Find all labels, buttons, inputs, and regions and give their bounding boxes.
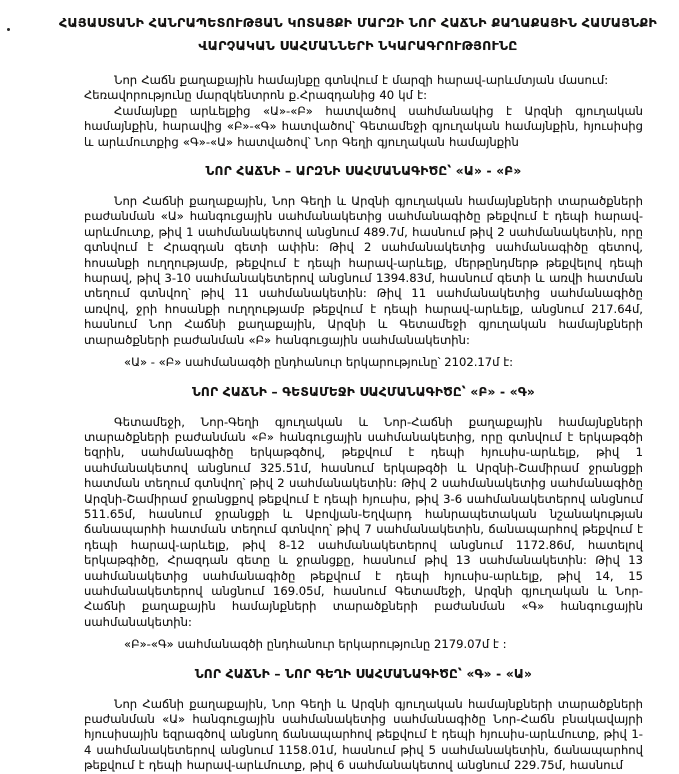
section-total-arzni: «Ա» - «Բ» սահմանագծի ընդհանուր երկարությունը՝ 2102.17մ է:	[124, 355, 514, 370]
section-body-nor-geghi: Նոր Հաճնի քաղաքային, Նոր Գեղի և Արզնի գյուղական համայնքների տարածքների բաժանման «Ա» հանգուցային սահմանակետից սահմանագիծը Նոր-Հաճն բնակավայրի հյուսիսային եզրագծով անցնող ճանապարհով թեքվում է դեպի հյուսիս-արևմուտք, թիվ 1-4 սահմանակետերով անցնում 1158.01մ, հասնում թիվ 5 սահմանակետին, ճանապարհով թեքվում է դեպի հարավ-արևմուտք, թիվ 6 սահմանակետով անցնում 229.75մ, հասնում	[84, 696, 643, 773]
intro-paragraph-neighbors: Համայնքը արևելքից «Ա»-«Բ» հատվածով սահմանակից է Արզնի գյուղական համայնքին, հարավից «Բ»-«Գ» հատվածով՝ Գետամեջի գյուղական համայնքին, հյուսիսից և արևմուտքից «Գ»-«Ա» հատվածով՝ Նոր Գեղի գյուղական համայնքին	[84, 103, 643, 149]
document-title-line-1: ՀԱՅԱՍՏԱՆԻ ՀԱՆՐԱՊԵՏՈՒԹՅԱՆ ԿՈՏԱՅՔԻ ՄԱՐԶԻ ՆՈՐ ՀԱՃՆԻ ՔԱՂԱՔԱՅԻՆ ՀԱՄԱՅՆՔԻ	[58, 15, 658, 30]
section-heading-arzni: ՆՈՐ ՀԱՃՆԻ – ԱՐԶՆԻ ՍԱՀՄԱՆԱԳԻԾԸ՝ «Ա» - «Բ»	[205, 164, 522, 179]
intro-sentence-location: Նոր Հաճն քաղաքային համայնքը գտնվում է մարզի հարավ-արևմտյան մասում:	[114, 73, 609, 87]
scan-artifact-dot	[7, 28, 10, 31]
section-total-getamej: «Բ»-«Գ» սահմանագծի ընդհանուր երկարությունը 2179.07մ է :	[124, 637, 507, 652]
intro-sentence-distance: Հեռավորությունը մարզկենտրոն ք.Հրազդանից 40 կմ է:	[84, 88, 428, 103]
document-title-line-2: ՎԱՐՉԱԿԱՆ ՍԱՀՄԱՆՆԵՐԻ ՆԿԱՐԱԳՐՈՒԹՅՈՒՆԸ	[198, 38, 518, 53]
section-heading-nor-geghi: ՆՈՐ ՀԱՃՆԻ – ՆՈՐ ԳԵՂԻ ՍԱՀՄԱՆԱԳԻԾԸ՝ «Գ» - «Ա»	[194, 666, 533, 681]
document-title	[38, 11, 678, 57]
section-heading-getamej: ՆՈՐ ՀԱՃՆԻ – ԳԵՏԱՄԵՋԻ ՍԱՀՄԱՆԱԳԻԾԸ՝ «Բ» - «Գ»	[192, 384, 535, 399]
section-body-arzni: Նոր Հաճնի քաղաքային, Նոր Գեղի և Արզնի գյուղական համայնքների տարածքների բաժանման «Ա» հանգուցային սահմանակետից սահմանագիծը թեքվում է դեպի հարավ-արևմուտք, թիվ 1 սահմանակետով անցնում 489.7մ, հասնում թիվ 2 սահմանակետին, որը գտնվում է Հրազդան գետի ափին: Թիվ 2 սահմանակետից սահմանագիծը գետով, հոսանքի ուղղությամբ, թեքվում է դեպի հարավ-արևելք, մերթընդմերթ թեքվելով դեպի հարավ, թիվ 3-10 սահմանակետերով անցնում 1394.83մ, հասնում գետի և առվի հատման տեղում գտնվող՝ թիվ 11 սահմանակետին: Թիվ 11 սահմանակետից սահմանագիծը առվով, ջրի հոսանքի ուղղությամբ թեքվում է դեպի հարավ-արևելք, անցնում 217.64մ, հասնում Նոր Հաճնի քաղաքային, Արզնի և Գետամեջի գյուղական համայնքների տարածքների բաժանման «Բ» հանգուցային սահմանակետին:	[84, 194, 643, 347]
section-body-getamej: Գետամեջի, Նոր-Գեղի գյուղական և Նոր-Հաճնի քաղաքային համայնքների տարածքների բաժանման «Բ» հանգուցային սահմանակետից, որը գտնվում է երկաթգծի եզրին, սահմանագիծը երկաթգծով, թեքվում է դեպի հյուսիս-արևելք, թիվ 1 սահմանակետով անցնում 325.51մ, հասնում երկաթգծի և Արզնի-Շամիրամ ջրանցքի հատման տեղում գտնվող՝ թիվ 2 սահմանակետին: Թիվ 2 սահմանակետից սահմանագիծը Արզնի-Շամիրամ ջրանցքով թեքվում է դեպի հյուսիս, թիվ 3-6 սահմանակետերով անցնում 511.65մ, հասնում ջրանցքի և Աբովյան-Եղվարդ հանրապետական նշանակության ճանապարհի հատման տեղում գտնվող՝ թիվ 7 սահմանակետին, ճանապարհով թեքվում է դեպի հարավ-արևելք, թիվ 8-12 սահմանակետերով անցնում 1172.86մ, հատելով երկաթգիծը, Հրազդան գետը և ջրանցքը, հասնում թիվ 13 սահմանակետին: Թիվ 13 սահմանակետից սահմանագիծը թեքվում է դեպի հյուսիս-արևելք, թիվ 14, 15 սահմանակետերով անցնում 169.05մ, հասնում Գետամեջի, Արզնի գյուղական և Նոր-Հաճնի քաղաքային համայնքների տարածքների բաժանման «Գ» հանգուցային սահմանակետին:	[84, 414, 643, 629]
